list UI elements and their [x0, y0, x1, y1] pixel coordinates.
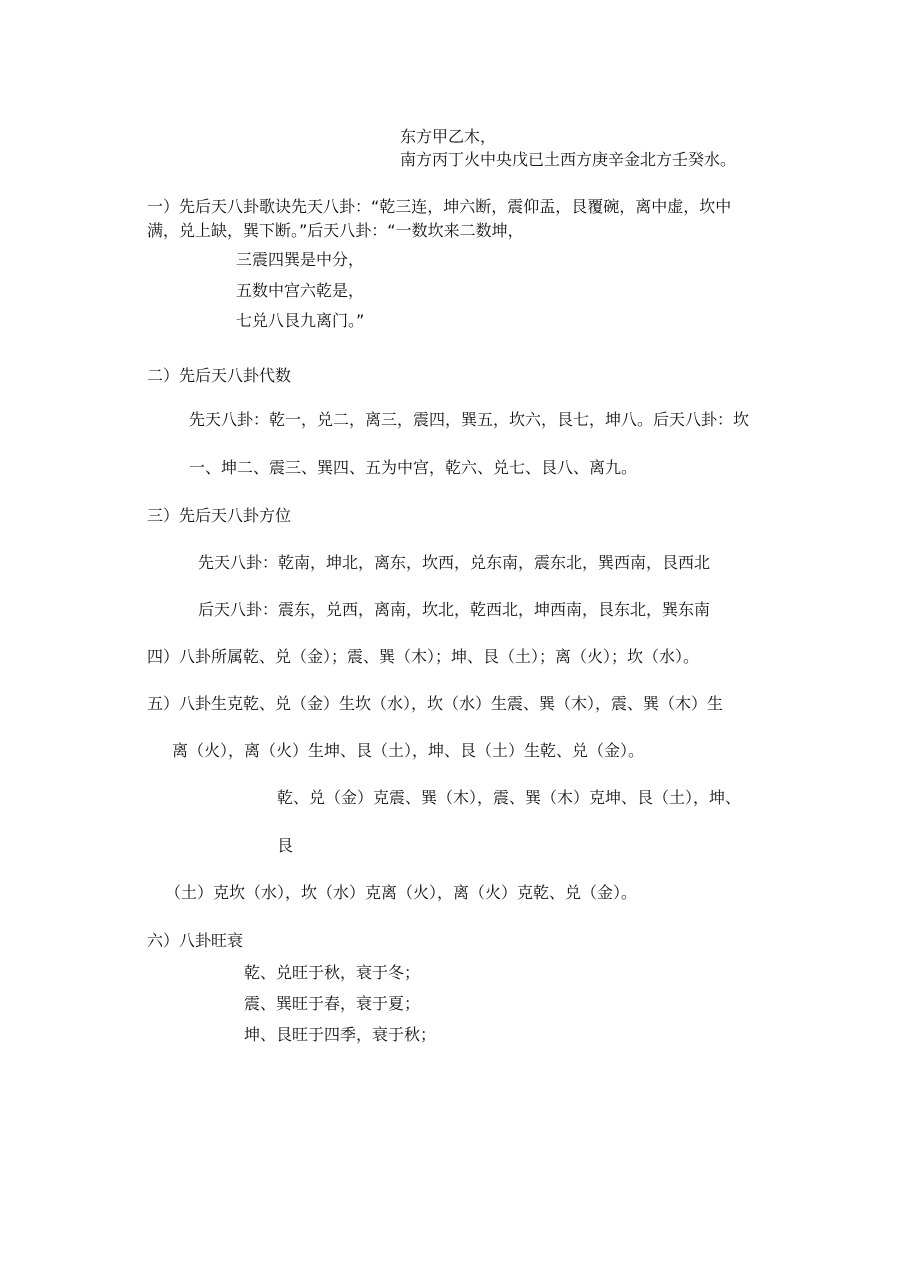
section-5-line-3: 乾、兑（金）克震、巽（木），震、巽（木）克坤、艮（土），坤、 [277, 788, 742, 807]
section-1-heading: 一）先后天八卦歌诀先天八卦：“乾三连，坤六断，震仰盂，艮覆碗，离中虚，坎中 [147, 197, 732, 216]
section-1-verse-3: 七兑八艮九离门。” [236, 311, 365, 330]
section-6-heading: 六）八卦旺衰 [147, 931, 244, 950]
section-5-line-2: 离（火），离（火）生坤、艮（土），坤、艮（土）生乾、兑（金）。 [172, 741, 645, 760]
section-6-line-1: 乾、兑旺于秋，衰于冬； [244, 963, 421, 982]
section-1-verse-2: 五数中宫六乾是， [236, 281, 365, 300]
intro-line-1: 东方甲乙木， [400, 127, 497, 146]
section-3-line-1: 先天八卦：乾南，坤北，离东，坎西，兑东南，震东北，巽西南，艮西北 [198, 553, 711, 572]
section-2-line-1: 先天八卦：乾一，兑二，离三，震四，巽五，坎六，艮七，坤八。后天八卦：坎 [189, 410, 750, 429]
section-5-line-5: （土）克坎（水），坎（水）克离（火），离（火）克乾、兑（金）。 [165, 883, 638, 902]
intro-line-2: 南方丙丁火中央戊已土西方庚辛金北方壬癸水。 [400, 150, 737, 169]
section-1-verse-1: 三震四巽是中分， [236, 250, 365, 269]
section-6-line-2: 震、巽旺于春，衰于夏； [244, 994, 421, 1013]
section-2-heading: 二）先后天八卦代数 [147, 366, 292, 385]
section-5-heading: 五）八卦生克乾、兑（金）生坎（水），坎（水）生震、巽（木），震、巽（木）生 [147, 694, 724, 713]
section-3-line-2: 后天八卦：震东，兑西，离南，坎北，乾西北，坤西南，艮东北，巽东南 [198, 600, 711, 619]
section-3-heading: 三）先后天八卦方位 [147, 506, 292, 525]
section-2-line-2: 一、坤二、震三、巽四、五为中宫，乾六、兑七、艮八、离九。 [189, 458, 638, 477]
section-5-line-4: 艮 [277, 836, 294, 855]
section-1-continuation: 满，兑上缺，巽下断。”后天八卦：“一数坎来二数坤， [147, 221, 524, 240]
section-6-line-3: 坤、艮旺于四季，衰于秋； [244, 1025, 437, 1044]
section-4-heading: 四）八卦所属乾、兑（金）；震、巽（木）；坤、艮（土）；离（火）；坎（水）。 [147, 647, 700, 666]
